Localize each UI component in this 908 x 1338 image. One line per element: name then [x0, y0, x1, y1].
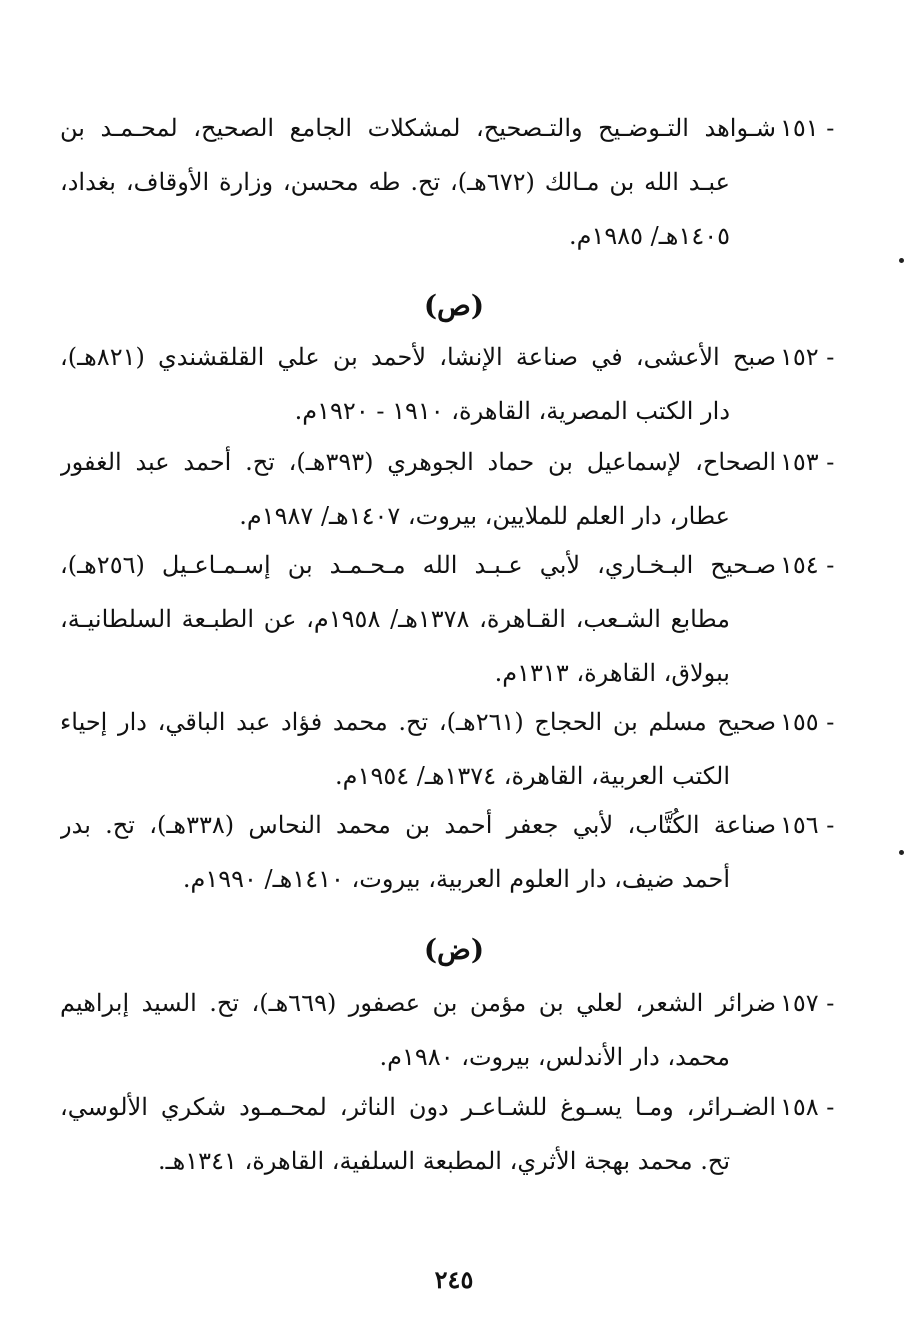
entry-line: الضـرائر، ومـا يسـوغ للشـاعـر دون الناثر، لمحـمـود شكري الألوسي، — [60, 1093, 776, 1121]
entry-line: عطار، دار العلم للملايين، بيروت، ١٤٠٧هـ/ ١٩٨٧م. — [239, 502, 730, 530]
bibliography-entry-155 — [60, 695, 835, 803]
entry-line: دار الكتب المصرية، القاهرة، ١٩١٠ - ١٩٢٠م. — [294, 397, 730, 425]
entry-number: ١٥٧ - — [780, 989, 835, 1017]
entry-line: ضرائر الشعر، لعلي بن مؤمن بن عصفور (٦٦٩هـ)، تح. السيد إبراهيم — [60, 989, 776, 1017]
bibliography-entry-156 — [60, 798, 835, 906]
bibliography-entry-158 — [60, 1080, 835, 1188]
entry-line: صـحيح البـخـاري، لأبي عـبـد الله مـحـمـد بن إسـمـاعـيل (٢٥٦هـ)، — [60, 551, 776, 579]
entry-number: ١٥٤ - — [780, 551, 835, 579]
entry-line: محمد، دار الأندلس، بيروت، ١٩٨٠م. — [379, 1043, 730, 1071]
entry-line: الكتب العربية، القاهرة، ١٣٧٤هـ/ ١٩٥٤م. — [335, 762, 730, 790]
bibliography-entry-152 — [60, 330, 835, 438]
scan-mark — [899, 258, 904, 263]
entry-number: ١٥١ - — [780, 114, 835, 142]
entry-number: ١٥٨ - — [780, 1093, 835, 1121]
section-heading-sad: (ص) — [423, 289, 485, 322]
entry-number: ١٥٣ - — [780, 448, 835, 476]
entry-line: مطابع الشـعب، القـاهرة، ١٣٧٨هـ/ ١٩٥٨م، عن الطبـعة السلطانيـة، — [60, 605, 730, 633]
entry-line: ببولاق، القاهرة، ١٣١٣م. — [494, 659, 730, 687]
page-number: ٢٤٥ — [434, 1265, 474, 1294]
entry-number: ١٥٦ - — [780, 811, 835, 839]
entry-line: شـواهد التـوضـيح والتـصحيح، لمشكلات الجامع الصحيح، لمحـمـد بن — [60, 114, 776, 142]
entry-line: عبـد الله بن مـالك (٦٧٢هـ)، تح. طه محسن، وزارة الأوقاف، بغداد، — [60, 168, 730, 196]
bibliography-entry-157 — [60, 976, 835, 1084]
entry-line: الصحاح، لإسماعيل بن حماد الجوهري (٣٩٣هـ)، تح. أحمد عبد الغفور — [60, 448, 776, 476]
entry-line: ١٤٠٥هـ/ ١٩٨٥م. — [568, 222, 730, 250]
scan-mark — [899, 850, 904, 855]
section-heading-dad: (ض) — [423, 933, 485, 966]
entry-line: صبح الأعشى، في صناعة الإنشا، لأحمد بن علي القلقشندي (٨٢١هـ)، — [60, 343, 776, 371]
bibliography-entry-151 — [60, 101, 835, 263]
bibliography-entry-153 — [60, 435, 835, 543]
entry-line: أحمد ضيف، دار العلوم العربية، بيروت، ١٤١٠هـ/ ١٩٩٠م. — [182, 865, 730, 893]
entry-line: تح. محمد بهجة الأثري، المطبعة السلفية، القاهرة، ١٣٤١هـ. — [157, 1147, 730, 1175]
entry-line: صحيح مسلم بن الحجاج (٢٦١هـ)، تح. محمد فؤاد عبد الباقي، دار إحياء — [60, 708, 776, 736]
entry-line: صناعة الكُتَّاب، لأبي جعفر أحمد بن محمد النحاس (٣٣٨هـ)، تح. بدر — [60, 811, 776, 839]
bibliography-entry-154 — [60, 538, 835, 700]
entry-number: ١٥٢ - — [780, 343, 835, 371]
entry-number: ١٥٥ - — [780, 708, 835, 736]
